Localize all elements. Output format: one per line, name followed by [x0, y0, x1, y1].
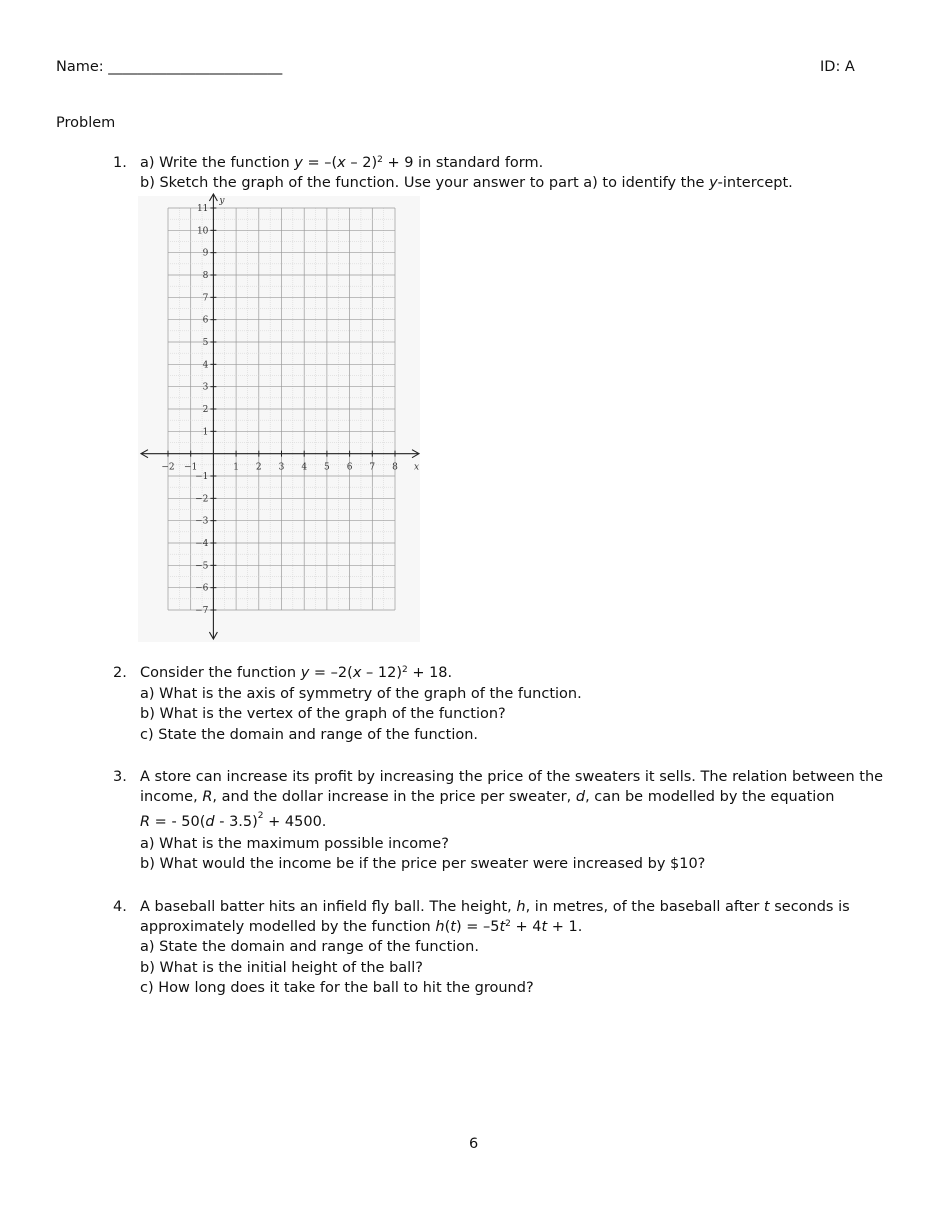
x-tick-label: 1: [233, 462, 239, 473]
y-tick-label: 10: [196, 226, 209, 237]
y-tick-label: −7: [195, 606, 209, 616]
problem-3-equation: R = - 50(d - 3.5)$^2$ + 4500.: [140, 811, 327, 830]
y-tick-label: 4: [202, 360, 209, 371]
problem-1-part-b: b) Sketch the graph of the function. Use your answer to part a) to identify the y-intercept.: [140, 175, 793, 191]
problem-4-line-1: A baseball batter hits an infield fly ball. The height, h, in metres, of the baseball after t seconds is: [140, 899, 850, 915]
y-tick-label: 8: [202, 271, 209, 281]
y-tick-label: 3: [202, 382, 209, 393]
name-label: Name:: [56, 59, 104, 75]
x-tick-label: 7: [369, 462, 376, 473]
name-field: [56, 57, 282, 77]
problem-2-part-b: b) What is the vertex of the graph of the function?: [140, 706, 506, 722]
problem-4-part-a: a) State the domain and range of the function.: [140, 939, 479, 955]
problem-number: 3.: [113, 769, 127, 785]
section-title: Problem: [56, 115, 116, 131]
x-tick-label: 5: [324, 462, 330, 473]
y-tick-label: −5: [195, 561, 209, 572]
problem-2-part-c: c) State the domain and range of the function.: [140, 727, 479, 743]
x-tick-label: 3: [278, 462, 285, 473]
name-blank: ________________________: [108, 59, 283, 75]
coordinate-grid: [138, 192, 428, 644]
x-axis-label: x: [414, 462, 420, 473]
page-number: 6: [469, 1136, 479, 1152]
y-tick-label: 7: [202, 293, 209, 304]
y-tick-label: 5: [202, 338, 209, 348]
problem-3-part-a: a) What is the maximum possible income?: [140, 836, 449, 852]
y-tick-label: −3: [195, 516, 209, 527]
problem-2-intro: Consider the function y = –2(x – 12)$^2$ + 18.: [140, 665, 453, 681]
y-tick-label: −6: [195, 583, 209, 594]
y-tick-label: 2: [202, 405, 209, 415]
x-tick-label: 2: [255, 462, 262, 473]
x-tick-label: −2: [161, 462, 175, 473]
y-tick-label: −4: [195, 539, 209, 549]
problem-number: 1.: [113, 155, 127, 171]
y-tick-label: 9: [202, 248, 209, 259]
problem-4-part-c: c) How long does it take for the ball to hit the ground?: [140, 980, 534, 996]
grid-background: [138, 196, 420, 642]
x-tick-label: −1: [184, 462, 198, 473]
x-tick-label: 4: [301, 462, 308, 473]
problem-3-line-2: income, R, and the dollar increase in the price per sweater, d, can be modelled by the equation: [140, 789, 835, 805]
problem-1-part-a: a) Write the function y = –(x – 2)$^2$ + 9 in standard form.: [140, 155, 544, 171]
problem-2-part-a: a) What is the axis of symmetry of the graph of the function.: [140, 686, 582, 702]
x-tick-label: 6: [346, 462, 353, 473]
problem-3-line-1: A store can increase its profit by increasing the price of the sweaters it sells. The relation between the: [140, 769, 884, 785]
problem-number: 2.: [113, 665, 127, 681]
problem-3-part-b: b) What would the income be if the price per sweater were increased by $10?: [140, 856, 706, 872]
y-tick-label: 11: [196, 204, 209, 214]
problem-4-line-2: approximately modelled by the function $h(t) = -5t^2 + 4t + 1$.: [140, 919, 583, 935]
y-tick-label: −2: [195, 494, 209, 505]
y-tick-label: 6: [202, 315, 209, 326]
x-tick-label: 8: [392, 462, 398, 473]
y-tick-label: −1: [195, 472, 209, 482]
y-axis-label: y: [219, 196, 225, 206]
id-label: ID: A: [820, 59, 855, 75]
problem-number: 4.: [113, 899, 127, 915]
problem-4-part-b: b) What is the initial height of the ball?: [140, 960, 423, 976]
y-tick-label: 1: [202, 427, 209, 438]
